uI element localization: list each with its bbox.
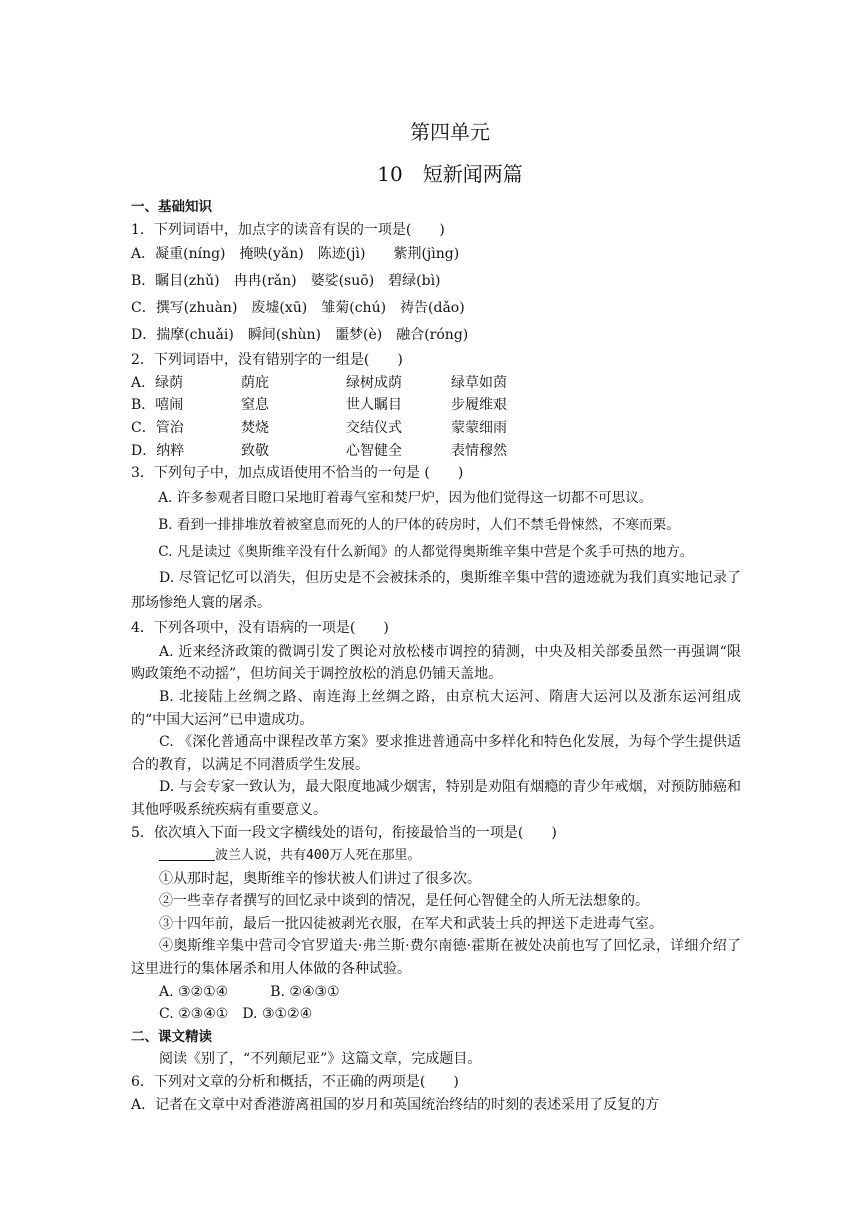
question-5-sentence-1: ①从那时起，奥斯维辛的惨状被人们讲过了很多次。 (159, 870, 481, 887)
question-4-option-a: A. 近来经济政策的微调引发了舆论对放松楼市调控的猜测，中央及相关部委虽然一再强调“限购政策绝不动摇”，但坊间关于调控放松的消息仍铺天盖地。 (131, 643, 741, 683)
lead-text: 波兰人说，共有400万人死在那里。 (215, 848, 421, 864)
question-1-option-c: C．撰写(zhuàn) 废墟(xū) 雏菊(chú) 祷告(dǎo) (131, 300, 465, 317)
question-1-option-d: D．揣摩(chuǎi) 瞬间(shùn) 噩梦(è) 融合(róng) (131, 327, 469, 344)
cell: 交结仪式 (346, 419, 402, 436)
question-5-sentence-3: ③十四年前，最后一批囚徒被剥光衣服，在军犬和武装士兵的押送下走进毒气室。 (159, 915, 663, 932)
question-2-option-d (131, 440, 741, 463)
section-heading: 一、基础知识 (131, 199, 212, 215)
question-5-options-ab: A. ③②①④ B. ②④③① (159, 983, 340, 1000)
cell: 窒息 (241, 397, 269, 414)
question-4-option-b: B. 北接陆上丝绸之路、南连海上丝绸之路，由京杭大运河、隋唐大运河以及浙东运河组成的“中国大运河”已申遗成功。 (131, 688, 741, 728)
question-6-option-a: A．记者在文章中对香港游离祖国的岁月和英国统治终结的时刻的表述采用了反复的方 (131, 1096, 660, 1113)
question-2-option-b (131, 394, 741, 417)
cell: 心智健全 (346, 442, 402, 459)
cell: A．绿荫 (131, 374, 184, 391)
question-4-stem: 4．下列各项中，没有语病的一项是( ) (131, 619, 389, 636)
section-heading: 二、课文精读 (131, 1028, 212, 1045)
question-1-option-b: B．瞩目(zhǔ) 冉冉(rǎn) 婆娑(suō) 碧绿(bì) (131, 273, 441, 290)
question-4-option-d: D. 与会专家一致认为，最大限度地减少烟害，特别是劝阻有烟瘾的青少年戒烟，对预防肺癌和其他呼吸系统疾病有重要意义。 (131, 779, 741, 818)
cell: D．纳粹 (131, 442, 185, 459)
unit-title: 第四单元 (410, 120, 490, 144)
cell: 绿树成荫 (346, 374, 402, 391)
question-1-option-a: A．凝重(níng) 掩映(yǎn) 陈迹(jì) 紫荆(jìng) (131, 246, 460, 263)
reading-intro: 阅读《别了，“不列颠尼亚”》这篇文章，完成题目。 (159, 1051, 482, 1068)
question-3-option-b: B. 看到一排排堆放着被窒息而死的人的尸体的砖房时，人们不禁毛骨悚然，不寒而栗。 (158, 516, 680, 533)
cell: 世人瞩目 (346, 397, 402, 414)
question-3-option-c: C. 凡是读过《奥斯维辛没有什么新闻》的人都觉得奥斯维辛集中营是个炙手可热的地方。 (158, 543, 694, 560)
cell: 蒙蒙细雨 (451, 419, 507, 436)
question-5-stem: 5．依次填入下面一段文字横线处的语句，衔接最恰当的一项是( ) (131, 824, 557, 841)
question-2-option-c (131, 417, 741, 440)
question-3-stem: 3．下列句子中，加点成语使用不恰当的一句是 ( ) (131, 465, 464, 482)
cell: 绿草如茵 (451, 374, 507, 391)
question-1-stem: 1．下列词语中，加点字的读音有误的一项是( ) (131, 221, 445, 238)
cell: B．嘻闹 (131, 397, 184, 414)
question-5-options-cd: C. ②③④① D. ③①②④ (159, 1006, 313, 1023)
question-6-stem: 6．下列对文章的分析和概括，不正确的两项是( ) (131, 1074, 459, 1091)
question-3-option-a: A. 许多参观者目瞪口呆地盯着毒气室和焚尸炉，因为他们觉得这一切都不可思议。 (158, 489, 653, 506)
question-5-sentence-2: ②一些幸存者撰写的回忆录中谈到的情况，是任何心智健全的人所无法想象的。 (159, 893, 649, 910)
fill-blank (159, 846, 215, 861)
cell: 荫庇 (241, 374, 269, 391)
cell: C．管治 (131, 419, 184, 436)
question-4-option-c: C. 《深化普通高中课程改革方案》要求推进普通高中多样化和特色化发展，为每个学生提供适合的教育，以满足不同潜质学生发展。 (131, 734, 741, 773)
cell: 步履维艰 (451, 397, 507, 414)
question-5-sentence-4: ④奥斯维辛集中营司令官罗道夫·弗兰斯·费尔南德·霍斯在被处决前也写了回忆录，详细介绍了这里进行的集体屠杀和用人体做的各种试验。 (131, 938, 741, 978)
cell: 表情穆然 (451, 442, 507, 459)
question-3-option-d: D. 尽管记忆可以消失，但历史是不会被抹杀的，奥斯维辛集中营的遗迹就为我们真实地记录了那场惨绝人寰的屠杀。 (131, 569, 741, 611)
cell: 焚烧 (241, 419, 269, 436)
lesson-title: 10 短新闻两篇 (377, 162, 523, 186)
document-body (131, 196, 741, 1116)
question-2-option-a (131, 372, 741, 395)
question-5-lead (131, 844, 741, 868)
cell: 致敬 (241, 442, 269, 459)
question-2-stem: 2．下列词语中，没有错别字的一组是( ) (131, 352, 403, 369)
